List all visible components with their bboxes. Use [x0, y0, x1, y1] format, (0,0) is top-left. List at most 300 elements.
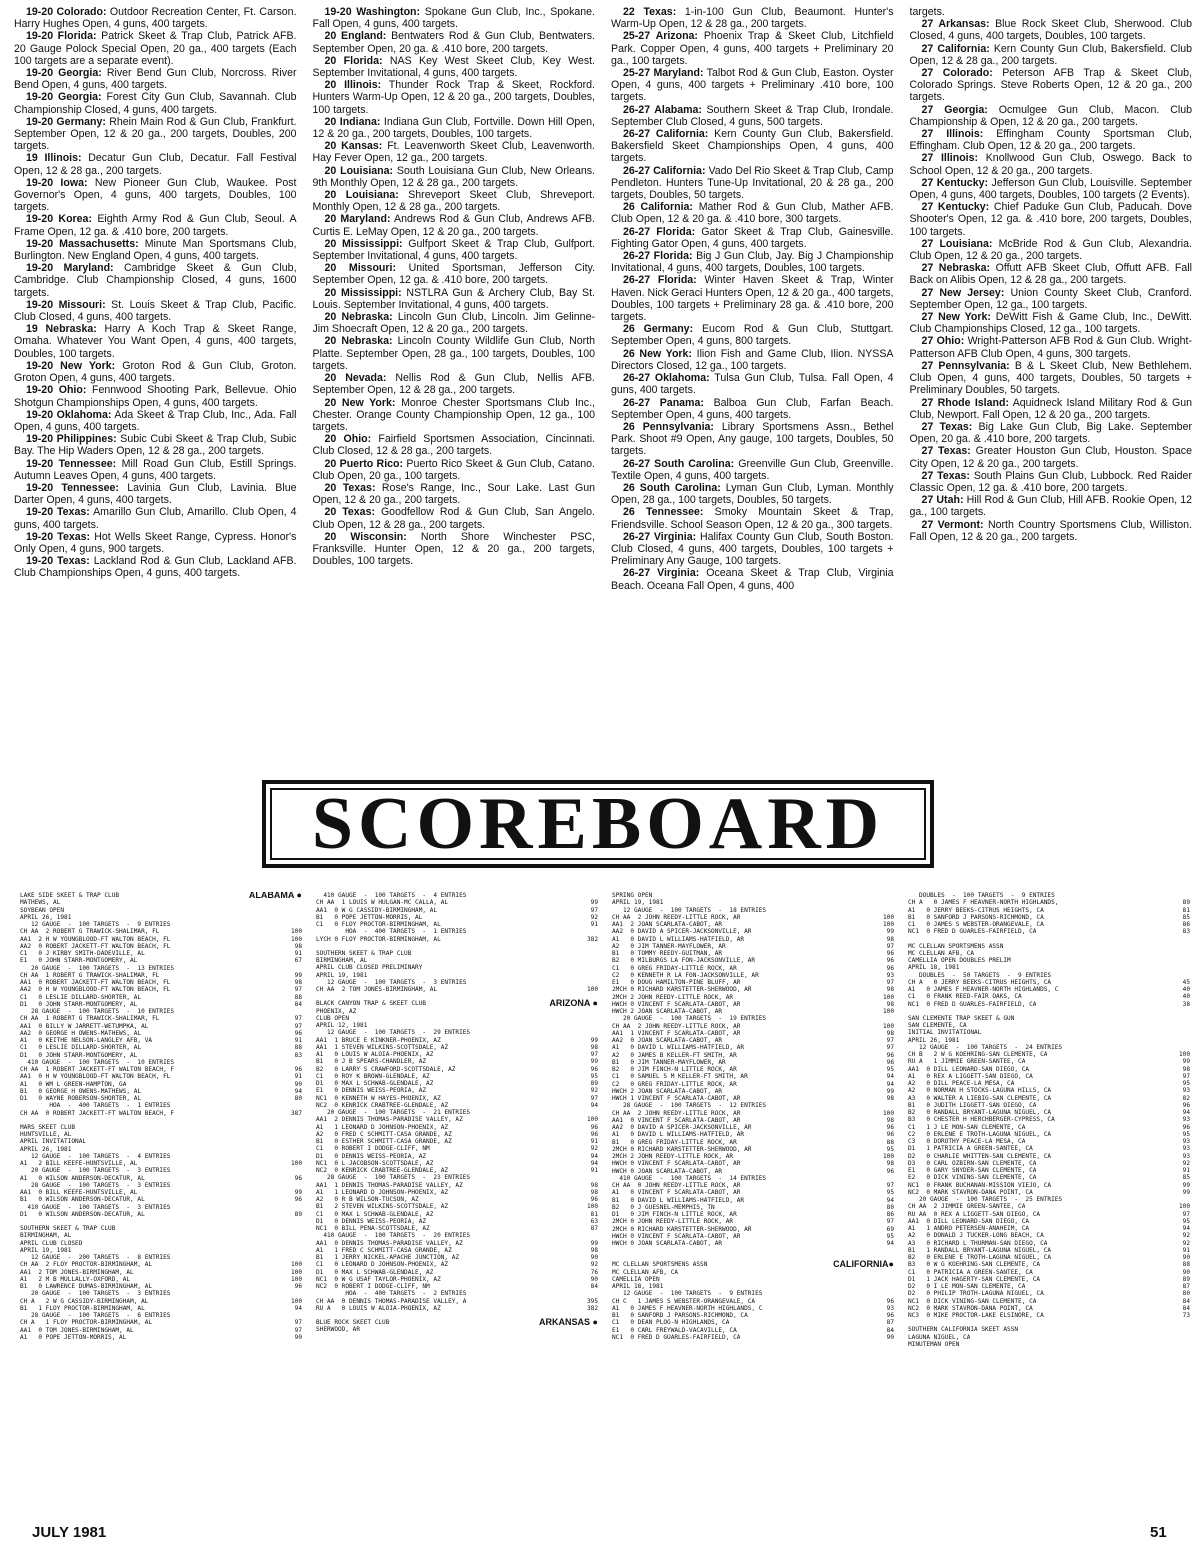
- score-value: 90: [590, 1254, 598, 1261]
- result-header-line: [20, 1247, 302, 1254]
- score-value: 99: [1182, 1188, 1190, 1196]
- score-value: 99: [590, 1239, 598, 1247]
- event-date-state: 26 South Carolina:: [623, 481, 721, 494]
- score-value: 83: [294, 1051, 302, 1059]
- event-details: Offutt AFB Skeet Club, Offutt AFB. Fall Back on Alibis Open, 12 & 28 ga., 200 targets.: [909, 262, 1192, 287]
- event-details: Groton Rod & Gun Club, Groton. Groton Open, 4 guns, 400 targets.: [14, 359, 297, 385]
- result-row: [316, 1066, 598, 1073]
- result-header-line: [316, 1232, 598, 1239]
- score-value: 96: [294, 1174, 302, 1182]
- result-text: B3 0 CHESTER H HERCHBERGER-CYPRESS, CA: [908, 1116, 1055, 1124]
- result-text: B2 0 MILBURGS LA FON-JACKSONVILLE, AR: [612, 957, 756, 965]
- score-value: 98: [886, 1160, 894, 1168]
- result-row: [908, 1174, 1190, 1181]
- result-text: 28 GAUGE - 100 TARGETS - 6 ENTRIES: [20, 1312, 171, 1319]
- scoreboard-column: [908, 892, 1190, 1482]
- score-value: 96: [590, 1065, 598, 1073]
- result-text: APRIL 19, 1981: [316, 971, 368, 979]
- event-date-state: 20 Illinois:: [324, 79, 382, 92]
- result-row: [612, 1146, 894, 1153]
- score-value: 98: [886, 1095, 894, 1102]
- result-text: SHERWOOD, AR: [316, 1326, 361, 1334]
- score-value: 94: [294, 1087, 302, 1095]
- result-row: [612, 1189, 894, 1196]
- event-details: Patrick Skeet & Trap Club, Patrick AFB. 20 Gauge Polock Special Open, 20 ga., 400 targets (Each 100 targets are a separate event).: [14, 30, 297, 67]
- result-header-line: [612, 1283, 894, 1290]
- event-details: North Country Sportsmens Club, Williston. Fall Open, 12 & 20 ga., 200 targets.: [909, 518, 1192, 543]
- result-row: [908, 899, 1190, 906]
- event-details: Effingham County Sportsman Club, Effingham. Club Open, 12 & 20 ga., 200 targets.: [909, 128, 1192, 153]
- result-row: [20, 928, 302, 935]
- result-row: [612, 1066, 894, 1073]
- result-text: A1 1 FRED C SCHMITT-CASA GRANDE, AZ: [316, 1246, 452, 1254]
- result-row: [316, 907, 598, 914]
- result-header-line: [20, 892, 302, 899]
- score-value: 63: [590, 1217, 598, 1225]
- event-entry: [910, 104, 1193, 128]
- score-value: 100: [586, 986, 598, 993]
- event-entry: [313, 79, 596, 116]
- event-details: North Shore Winchester PSC, Franksville. Hunter Open, 12 & 20 ga., 200 targets, Doubles, 100 targets.: [312, 530, 595, 568]
- result-text: HOA - 400 TARGETS - 1 ENTRIES: [316, 928, 467, 936]
- result-text: AA2 0 JOAN SCARLATA-CABOT, AR: [612, 1037, 723, 1044]
- result-row: [908, 1247, 1190, 1254]
- event-entry: [910, 6, 1193, 18]
- result-row: [20, 1334, 302, 1341]
- event-details: Indiana Gun Club, Fortville. Down Hill Open, 12 & 20 ga., 200 targets, Doubles, 100 targets.: [312, 115, 595, 141]
- result-text: 2MCH 2 JOHN REEDY-LITTLE ROCK, AR: [612, 1153, 734, 1160]
- result-text: D2 0 I LE MON-SAN CLEMENTE, CA: [908, 1283, 1026, 1290]
- result-row: [908, 1073, 1190, 1080]
- event-entry: [611, 567, 894, 591]
- result-text: A1 0 VINCENT F SCARLATA-CABOT, AR: [612, 1189, 741, 1197]
- result-row: [908, 1167, 1190, 1174]
- event-entry: [313, 458, 596, 482]
- event-details: Vado Del Rio Skeet & Trap Club, Camp Pendleton. Hunters Tune-Up Invitational, 20 & 28 ga., 200 targets, Doubles, 50 targets.: [611, 164, 894, 202]
- event-details: Mather Rod & Gun Club, Mather AFB. Club Open, 12 & 20 ga. & .410 bore, 300 targets.: [611, 201, 894, 226]
- result-row: [908, 1095, 1190, 1102]
- event-date-state: 27 Illinois:: [921, 152, 979, 165]
- result-text: B1 0 SANFORD J PARSONS-RICHMOND, CA: [908, 913, 1044, 921]
- event-details: Lincoln Gun Club, Lincoln. Jim Gelinne-Jim Shoecraft Open, 12 & 20 ga., 200 targets.: [312, 311, 595, 336]
- result-text: E2 0 DICK VINING-SAN CLEMENTE, CA: [908, 1174, 1037, 1182]
- score-value: 97: [294, 1015, 302, 1023]
- result-header-line: [316, 1326, 598, 1333]
- event-details: Big J Gun Club, Jay. Big J Championship Invitational, 4 guns, 400 targets, Doubles, 100 targets.: [611, 250, 894, 275]
- result-row: [908, 1087, 1190, 1094]
- result-header-line: [908, 1196, 1190, 1203]
- score-value: 99: [1182, 1058, 1190, 1066]
- result-text: CAMELLIA OPEN DOUBLES PRELIM: [908, 957, 1011, 964]
- event-entry: [910, 445, 1193, 469]
- event-date-state: 27 Pennsylvania:: [921, 359, 1010, 372]
- result-row: [20, 1073, 302, 1080]
- score-value: 94: [886, 1196, 894, 1204]
- event-date-state: 19 Nebraska:: [26, 323, 97, 336]
- event-details: Aquidneck Island Military Rod & Gun Club, Newport. Fall Open, 12 & 20 ga., 200 targets.: [909, 396, 1192, 421]
- result-text: NC1 0 L JACOBSON-SCOTTSDALE, AZ: [316, 1159, 434, 1167]
- event-date-state: 26 Tennessee:: [623, 506, 704, 519]
- score-value: 38: [1182, 1000, 1190, 1008]
- event-date-state: 19-20 Tennessee:: [26, 457, 117, 470]
- result-text: D3 0 CARL OZBIRN-SAN CLEMENTE, CA: [908, 1159, 1037, 1167]
- result-text: INITIAL INVITATIONAL: [908, 1029, 982, 1037]
- result-text: HWCH 1 VINCENT F SCARLATA-CABOT, AR: [612, 1095, 741, 1102]
- result-text: A1 0 WM L GREEN-HAMPTON, GA: [20, 1080, 127, 1088]
- result-text: APRIL 26, 1981: [20, 1145, 72, 1153]
- score-value: 99: [294, 1189, 302, 1196]
- event-date-state: 27 Texas:: [921, 469, 970, 482]
- score-value: 96: [886, 957, 894, 965]
- result-header-line: [20, 1290, 302, 1297]
- score-value: 76: [590, 1268, 598, 1276]
- score-value: 95: [590, 1072, 598, 1080]
- result-header-line: [316, 1000, 598, 1007]
- result-text: 20 GAUGE - 100 TARGETS - 13 ENTRIES: [20, 964, 175, 972]
- result-row: [612, 1073, 894, 1080]
- event-date-state: 26-27 South Carolina:: [623, 457, 735, 470]
- event-entry: [14, 67, 297, 91]
- result-text: AA1 0 TOM JONES-BIRMINGHAM, AL: [20, 1326, 134, 1334]
- result-row: [316, 1247, 598, 1254]
- result-row: [612, 1168, 894, 1175]
- score-value: 94: [1182, 1225, 1190, 1232]
- score-value: 100: [1178, 1203, 1190, 1211]
- event-entry: [611, 6, 894, 30]
- result-row: [908, 1312, 1190, 1319]
- event-entry: [313, 335, 596, 372]
- event-details: Oceana Skeet & Trap Club, Virginia Beach. Oceana Fall Open, 4 guns, 400: [611, 567, 894, 592]
- result-row: [908, 986, 1190, 993]
- result-row: [908, 1211, 1190, 1218]
- event-entry: [910, 201, 1193, 238]
- event-date-state: 19 Illinois:: [26, 152, 82, 165]
- result-text: CH AA 1 ROBERT JACKETT-FT WALTON BEACH, F: [20, 1066, 175, 1073]
- result-text: B1 0 DAVID L WILLIAMS-HATFIELD, AR: [612, 1196, 745, 1204]
- result-row: [908, 1232, 1190, 1239]
- spacer: [20, 1117, 302, 1124]
- result-text: MINUTEMAN OPEN: [908, 1340, 960, 1348]
- event-details: Minute Man Sportsmans Club, Burlington. New England Open, 4 guns, 400 targets.: [14, 237, 297, 263]
- result-row: [612, 957, 894, 964]
- result-text: D2 0 PHILIP TROTH-LAGUNA NIGUEL, CA: [908, 1290, 1044, 1298]
- result-text: AA1 1 VINCENT F SCARLATA-CABOT, AR: [612, 1029, 741, 1037]
- result-row: [612, 1124, 894, 1131]
- score-value: 89: [590, 1080, 598, 1087]
- result-header-line: [612, 892, 894, 899]
- score-value: 100: [882, 913, 894, 921]
- result-row: [316, 1160, 598, 1167]
- result-row: [612, 1030, 894, 1037]
- result-row: [612, 1334, 894, 1341]
- score-value: 94: [886, 1240, 894, 1247]
- result-text: C2 0 GREG FRIDAY-LITTLE ROCK, AR: [612, 1080, 737, 1088]
- event-date-state: 20 Indiana:: [324, 115, 381, 128]
- score-value: 93: [1182, 1116, 1190, 1124]
- result-text: D1 0 MAX L SCHWAB-GLENDALE, AZ: [316, 1080, 434, 1087]
- result-text: A1 0 JAMES F HEAVNER-NORTH HIGHLANDS, C: [612, 1304, 763, 1312]
- result-text: B2 0 J GUESNEL-MEMPHIS, TN: [612, 1203, 715, 1211]
- result-text: C1 0 J KIRBY SMITH-DADEVILLE, AL: [20, 950, 145, 957]
- result-text: MC CLELLAN SPORTSMENS ASSN: [612, 1261, 708, 1269]
- result-row: [908, 1051, 1190, 1058]
- score-value: 97: [1182, 1072, 1190, 1080]
- event-entry: [14, 433, 297, 457]
- score-value: 100: [586, 1116, 598, 1124]
- event-entry: [313, 262, 596, 286]
- event-entry: [14, 177, 297, 214]
- event-date-state: 20 Florida:: [324, 54, 383, 67]
- result-text: LAKE SIDE SKEET & TRAP CLUB: [20, 892, 120, 899]
- score-value: 96: [886, 1297, 894, 1305]
- result-text: SOUTHERN SKEET & TRAP CLUB: [316, 949, 412, 957]
- result-text: CH A 2 W G CASSIDY-BIRMINGHAM, AL: [20, 1297, 149, 1305]
- score-value: 97: [1182, 1210, 1190, 1218]
- result-row: [908, 1189, 1190, 1196]
- result-text: C1 0 ROY K BROWN-GLENDALE, AZ: [316, 1072, 430, 1080]
- result-row: [20, 1052, 302, 1059]
- event-details: Thunder Rock Trap & Skeet, Rockford. Hunters Warm-Up Open, 12 & 20 ga., 200 targets, Doubles, 100 targets.: [312, 79, 595, 116]
- event-details: Harry A Koch Trap & Skeet Range, Omaha. Whatever You Want Open, 4 guns, 400 targets, Doubles, 100 targets.: [14, 323, 297, 360]
- scoreboard-results: [20, 892, 1190, 1482]
- result-text: AA1 0 ROBERT JACKETT-FT WALTON BEACH, FL: [20, 979, 171, 986]
- banner-title: SCOREBOARD: [311, 783, 885, 865]
- event-entry: [611, 128, 894, 165]
- result-text: AA1 0 DILL LEONARD-SAN DIEGO, CA: [908, 1217, 1030, 1225]
- result-text: 2MCH 0 RICHARD KARSTETTER-SHERWOOD, AR: [612, 1225, 752, 1233]
- event-date-state: 19-20 Tennessee:: [26, 481, 119, 494]
- event-entry: [910, 494, 1193, 518]
- result-text: AA1 1 STEVEN WILKINS-SCOTTSDALE, AZ: [316, 1043, 449, 1051]
- event-date-state: 19-20 Colorado:: [26, 6, 107, 18]
- event-entry: [910, 128, 1193, 152]
- result-text: APRIL INVITATIONAL: [20, 1138, 87, 1146]
- result-text: 12 GAUGE - 100 TARGETS - 3 ENTRIES: [316, 978, 467, 986]
- result-row: [612, 1044, 894, 1051]
- result-text: SAN CLEMENTE, CA: [908, 1022, 967, 1029]
- score-value: 80: [294, 1095, 302, 1102]
- result-header-line: [20, 1146, 302, 1153]
- event-details: Amarillo Gun Club, Amarillo. Club Open, 4 guns, 400 targets.: [14, 506, 297, 531]
- score-value: 91: [1182, 1167, 1190, 1174]
- event-details: Knollwood Gun Club, Oswego. Back to School Open, 12 & 20 ga., 200 targets.: [909, 152, 1192, 177]
- result-row: [612, 1117, 894, 1124]
- result-header-line: [316, 1174, 598, 1181]
- event-date-state: 20 Nebraska:: [324, 335, 393, 348]
- score-value: 84: [886, 1326, 894, 1334]
- result-text: 12 GAUGE - 100 TARGETS - 4 ENTRIES: [20, 1152, 171, 1160]
- result-text: CH AA 2 ROBERT G TRAWICK-SHALIMAR, FL: [20, 928, 160, 936]
- result-row: [316, 1138, 598, 1145]
- result-row: [908, 1203, 1190, 1210]
- result-row: [612, 1182, 894, 1189]
- result-row: [20, 1160, 302, 1167]
- result-text: D1 0 MAX L SCHWAB-GLENDALE, AZ: [316, 1268, 434, 1276]
- spacer: [20, 1218, 302, 1225]
- result-text: 410 GAUGE - 100 TARGETS - 3 ENTRIES: [20, 1203, 171, 1211]
- event-details: Monroe Chester Sportsmans Club Inc., Chester. Orange County Championship Open, 12 ga., 100 targets.: [312, 396, 595, 433]
- event-entry: [313, 55, 596, 79]
- score-value: 98: [886, 1029, 894, 1037]
- event-date-state: 27 Nebraska:: [921, 262, 991, 275]
- result-row: [612, 1319, 894, 1326]
- event-entry: [14, 152, 297, 176]
- result-header-line: [20, 1131, 302, 1138]
- result-text: HWCH 0 VINCENT F SCARLATA-CABOT, AR: [612, 1232, 741, 1240]
- score-value: 91: [294, 950, 302, 957]
- event-date-state: 27 Louisiana:: [921, 237, 993, 250]
- result-text: DOUBLES - 50 TARGETS - 9 ENTRIES: [908, 971, 1052, 979]
- event-details: Fennwood Shooting Park, Bellevue. Ohio Shotgun Championships Open, 4 guns, 400 targets.: [14, 384, 297, 409]
- result-text: CH AA 2 JIMMIE GREEN-SANTEE, CA: [908, 1203, 1026, 1211]
- result-text: AA1 2 DENNIS THOMAS-PARADISE VALLEY, AZ: [316, 1116, 463, 1124]
- score-value: 94: [1182, 1109, 1190, 1116]
- result-row: [612, 979, 894, 986]
- result-text: 410 GAUGE - 100 TARGETS - 10 ENTRIES: [20, 1058, 175, 1066]
- event-date-state: 19-20 Texas:: [26, 506, 90, 519]
- result-row: [316, 1196, 598, 1203]
- event-entry: [910, 287, 1193, 311]
- event-date-state: 27 California:: [921, 42, 990, 55]
- event-date-state: 19-20 Philippines:: [26, 433, 117, 446]
- result-text: 2MCH 0 RICHARD KARSTETTER-SHERWOOD, AR: [612, 1145, 752, 1153]
- event-date-state: 20 Nevada:: [324, 372, 387, 385]
- score-value: 92: [1182, 1239, 1190, 1247]
- score-value: 96: [886, 1131, 894, 1139]
- result-header-line: [316, 1319, 598, 1326]
- event-entry: [611, 458, 894, 482]
- event-date-state: 26 Germany:: [623, 323, 694, 336]
- result-text: C1 0 DEAN PLOG-N HIGHLANDS, CA: [612, 1319, 730, 1327]
- result-row: [908, 914, 1190, 921]
- score-value: 95: [1182, 1130, 1190, 1138]
- event-entry: [910, 311, 1193, 335]
- result-text: CH AA 2 JOHN REEDY-LITTLE ROCK, AR: [612, 1109, 741, 1117]
- result-text: AA2 0 GEORGE H OWENS-MATHEWS, AL: [20, 1029, 142, 1037]
- result-row: [20, 1261, 302, 1268]
- score-value: 90: [590, 1275, 598, 1283]
- result-text: B1 0 GEORGE H OWENS-MATHEWS, AL: [20, 1087, 142, 1095]
- result-row: [612, 950, 894, 957]
- event-details: Tulsa Gun Club, Tulsa. Fall Open, 4 guns, 400 targets.: [611, 372, 894, 397]
- event-details: targets.: [909, 6, 945, 18]
- event-entry: [14, 506, 297, 530]
- result-row: [908, 1102, 1190, 1109]
- result-text: AA2 0 H W YOUNGBLOOD-FT WALTON BEACH, FL: [20, 986, 171, 994]
- result-text: HOA - 400 TARGETS - 1 ENTRIES: [20, 1102, 171, 1110]
- result-header-line: [20, 899, 302, 906]
- result-row: [908, 1080, 1190, 1087]
- state-section-label: CALIFORNIA●: [833, 1259, 894, 1270]
- event-details: Rhein Main Rod & Gun Club, Frankfurt. September Open, 12 & 20 ga., 200 targets, Doubles, 200 targets.: [14, 115, 297, 153]
- result-header-line: [20, 1167, 302, 1174]
- result-row: [612, 972, 894, 979]
- result-row: [908, 1269, 1190, 1276]
- result-text: A1 0 LOUIS W ALOIA-PHOENIX, AZ: [316, 1051, 434, 1058]
- result-text: APRIL 19, 1981: [20, 1246, 72, 1254]
- result-row: [908, 1240, 1190, 1247]
- result-text: SOUTHERN SKEET & TRAP CLUB: [20, 1225, 116, 1232]
- result-text: HWCH 2 JOAN SCARLATA-CABOT, AR: [612, 1087, 723, 1095]
- result-header-line: [908, 957, 1190, 964]
- state-section-label: ARIZONA ●: [549, 998, 598, 1009]
- event-date-state: 27 Kentucky:: [921, 176, 988, 189]
- result-row: [20, 1081, 302, 1088]
- event-details: Andrews Rod & Gun Club, Andrews AFB. Curtis E. LeMay Open, 12 & 20 ga., 200 targets.: [312, 213, 595, 238]
- result-text: 28 GAUGE - 100 TARGETS - 3 ENTRIES: [20, 1181, 171, 1189]
- result-text: C2 0 ERLENE E TROTH-LAGUNA NIGUEL, CA: [908, 1130, 1052, 1138]
- page-number: 51: [1150, 1524, 1167, 1541]
- event-details: Decatur Gun Club, Decatur. Fall Festival Open, 12 & 28 ga., 200 targets.: [14, 152, 297, 177]
- result-header-line: [612, 1290, 894, 1297]
- result-row: [20, 1030, 302, 1037]
- result-text: AA1 0 DENNIS THOMAS-PARADISE VALLEY, AZ: [316, 1239, 463, 1247]
- score-value: 88: [294, 1044, 302, 1052]
- event-details: Lyman Gun Club, Lyman. Monthly Open, 28 ga., 100 targets, Doubles, 50 targets.: [611, 481, 894, 507]
- score-value: 98: [590, 1043, 598, 1051]
- score-value: 96: [590, 1130, 598, 1138]
- event-date-state: 20 New York:: [324, 396, 396, 409]
- result-row: [20, 1023, 302, 1030]
- result-text: 28 GAUGE - 100 TARGETS - 12 ENTRIES: [612, 1102, 767, 1110]
- result-row: [316, 1073, 598, 1080]
- result-header-line: [316, 892, 598, 899]
- result-row: [908, 1116, 1190, 1123]
- result-text: A2 0 JIM TANNER-MAYFLOWER, AR: [612, 942, 726, 950]
- result-text: B1 0 TOMMY REEDY-GUITMAN, AR: [612, 950, 723, 957]
- result-text: NC3 0 MIKE PROCTOR-LAKE ELSINORE, CA: [908, 1312, 1044, 1319]
- score-value: 84: [1182, 1297, 1190, 1305]
- result-text: 28 GAUGE - 100 TARGETS - 10 ENTRIES: [20, 1008, 175, 1015]
- result-text: E1 0 DENNIS WEISS-PEORIA, AZ: [316, 1087, 427, 1095]
- result-text: A1 1 ANDRO PETERSEN-ANAHEIM, CA: [908, 1225, 1030, 1232]
- event-entry: [14, 482, 297, 506]
- result-header-line: [908, 1015, 1190, 1022]
- event-date-state: 26-27 California:: [623, 164, 706, 177]
- event-entry: [910, 177, 1193, 201]
- event-date-state: 19-20 Missouri:: [26, 298, 106, 311]
- event-date-state: 26-27 Florida:: [623, 274, 697, 287]
- result-row: [612, 1298, 894, 1305]
- result-text: B1 0 JUDITH LIGGETT-SAN DIEGO, CA: [908, 1101, 1037, 1109]
- event-entry: [611, 104, 894, 128]
- result-text: B1 0 LAWRENCE DUMAS-BIRMINGHAM, AL: [20, 1283, 153, 1290]
- result-header-line: [908, 972, 1190, 979]
- result-header-line: [612, 1269, 894, 1276]
- result-text: BIRMINGHAM, AL: [20, 1232, 72, 1240]
- result-header-line: [20, 921, 302, 928]
- result-row: [20, 1327, 302, 1334]
- score-value: 95: [1182, 1080, 1190, 1087]
- result-row: [316, 1261, 598, 1268]
- score-value: 84: [590, 1283, 598, 1290]
- event-date-state: 22 Texas:: [623, 6, 677, 18]
- result-row: [612, 1023, 894, 1030]
- result-text: 12 GAUGE - 100 TARGETS - 18 ENTRIES: [612, 906, 767, 914]
- result-text: AA2 0 DAVID A SPICER-JACKSONVILLE, AR: [612, 928, 752, 936]
- result-text: E1 0 JOHN STARR-MONTGOMERY, AL: [20, 957, 138, 965]
- result-text: APRIL 18, 1981: [612, 1283, 664, 1290]
- result-text: CH AA 2 TOM JONES-BIRMINGHAM, AL: [316, 986, 438, 993]
- scoreboard-column: [316, 892, 598, 1482]
- result-row: [20, 1283, 302, 1290]
- event-details: Halifax County Gun Club, South Boston. Club Closed, 4 guns, 400 targets, Doubles, 100 targets + Preliminary Any Gauge, 100 targets.: [611, 530, 894, 568]
- result-text: HWCH 0 JOAN SCARLATA-CABOT, AR: [612, 1240, 723, 1247]
- event-details: 1-in-100 Gun Club, Beaumont. Hunter's Warm-Up Open, 12 & 28 ga., 200 targets.: [611, 6, 894, 31]
- result-text: A1 2 M B MULLALLY-OXFORD, AL: [20, 1275, 131, 1283]
- score-value: 91: [294, 1073, 302, 1081]
- score-value: 40: [1182, 993, 1190, 1001]
